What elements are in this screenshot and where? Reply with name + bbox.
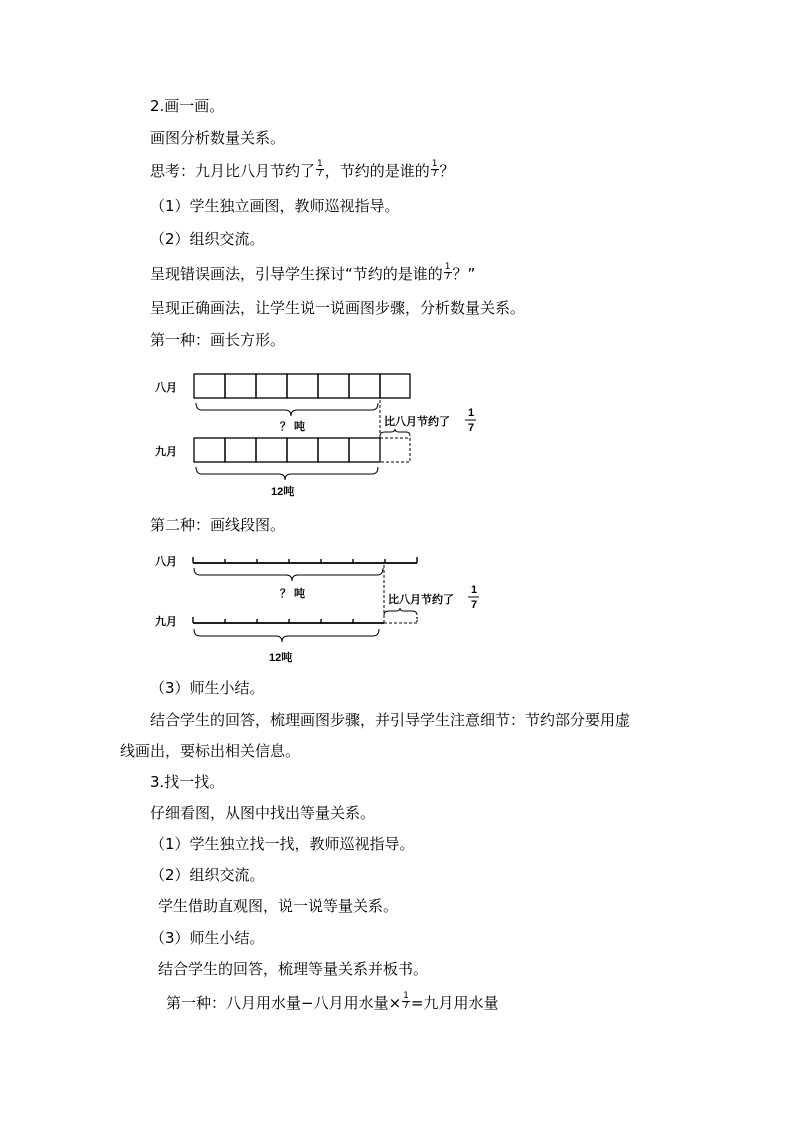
sep-box (287, 438, 318, 462)
fraction-numerator: 1 (471, 584, 478, 596)
sep-box (194, 438, 225, 462)
paragraph: 呈现正确画法，让学生说一说画图步骤，分析数量关系。 (150, 299, 526, 317)
paragraph: （2）组织交流。 (150, 866, 265, 884)
text-segment: ，节约的是谁的 (324, 162, 430, 180)
aug-box (256, 374, 287, 398)
aug-box (318, 374, 349, 398)
aug-label: 八月 (155, 556, 177, 568)
sep-box (225, 438, 256, 462)
fraction-denominator: 7 (431, 169, 438, 179)
saving-label: 比八月节约了 (388, 594, 454, 606)
aug-box (225, 374, 256, 398)
fraction-denominator: 7 (317, 169, 323, 179)
twelve-tons-label: 12吨 (269, 652, 293, 664)
line-segment-diagram (140, 545, 500, 670)
sep-box (256, 438, 287, 462)
fraction-numerator: 1 (317, 159, 323, 169)
aug-boxes (194, 374, 410, 398)
paragraph: 结合学生的回答，梳理画图步骤，并引导学生注意细节：节约部分要用虚 (150, 711, 631, 729)
paragraph: （1）学生独立找一找，教师巡视指导。 (150, 835, 415, 853)
fraction-denominator: 7 (468, 422, 475, 434)
text-segment: =九月用水量 (410, 994, 499, 1012)
equation-line (166, 993, 498, 1013)
aug-box (380, 374, 410, 398)
section-heading-draw: 2.画一画。 (150, 97, 225, 115)
paragraph: （3）师生小结。 (150, 929, 265, 947)
question-line (150, 161, 455, 181)
paragraph: 线画出，要标出相关信息。 (120, 742, 301, 760)
paragraph: 第一种：画长方形。 (150, 331, 286, 349)
sep-brace (196, 467, 378, 480)
fraction-numerator: 1 (431, 159, 438, 169)
paragraph: （3）师生小结。 (150, 679, 265, 697)
sep-box (318, 438, 349, 462)
sep-label: 九月 (155, 616, 177, 628)
fraction-one-seventh (444, 263, 452, 282)
text-segment: 思考：九月比八月节约了 (150, 162, 316, 180)
aug-box (349, 374, 380, 398)
fraction-denominator: 7 (471, 599, 478, 611)
fraction-one-seventh (402, 992, 410, 1011)
sep-box (349, 438, 380, 462)
text-segment: ？” (452, 265, 476, 283)
sep-boxes (194, 438, 380, 462)
saving-brace (384, 608, 417, 615)
paragraph (150, 264, 475, 284)
fraction-one-seventh (431, 160, 439, 179)
aug-segment (193, 557, 417, 563)
aug-brace (196, 403, 378, 416)
paragraph: （2）组织交流。 (150, 230, 265, 248)
saving-fraction (465, 407, 476, 434)
fraction-numerator: 1 (403, 991, 409, 1001)
paragraph: 学生借助直观图，说一说等量关系。 (158, 897, 399, 915)
paragraph: 第二种：画线段图。 (150, 516, 286, 534)
fraction-numerator: 1 (444, 262, 451, 272)
aug-label: 八月 (155, 382, 177, 394)
rectangle-diagram (140, 364, 500, 504)
sep-brace (194, 629, 379, 642)
question-tons-label: ？ 吨 (280, 421, 306, 433)
sep-label: 九月 (155, 446, 177, 458)
aug-box (194, 374, 225, 398)
paragraph: 画图分析数量关系。 (150, 129, 286, 147)
text-segment: 第一种：八月用水量−八月用水量× (166, 994, 402, 1012)
saving-label: 比八月节约了 (384, 416, 450, 428)
saved-dashed-box (380, 438, 410, 462)
fraction-numerator: 1 (468, 407, 475, 419)
saving-brace (380, 429, 410, 436)
question-tons-label: ？ 吨 (280, 588, 306, 600)
saving-fraction (468, 584, 479, 611)
fraction-one-seventh (316, 160, 324, 179)
twelve-tons-label: 12吨 (271, 486, 295, 498)
section-heading-find: 3.找一找。 (150, 773, 225, 791)
text-segment: ？ (439, 162, 455, 180)
sep-segment (193, 617, 384, 623)
paragraph: 仔细看图，从图中找出等量关系。 (150, 804, 376, 822)
fraction-denominator: 7 (403, 1001, 409, 1011)
aug-box (287, 374, 318, 398)
text-segment: 呈现错误画法，引导学生探讨“节约的是谁的 (150, 265, 443, 283)
paragraph: 结合学生的回答，梳理等量关系并板书。 (158, 960, 429, 978)
paragraph: （1）学生独立画图，教师巡视指导。 (150, 197, 400, 215)
fraction-denominator: 7 (444, 272, 451, 282)
aug-brace (194, 568, 383, 581)
